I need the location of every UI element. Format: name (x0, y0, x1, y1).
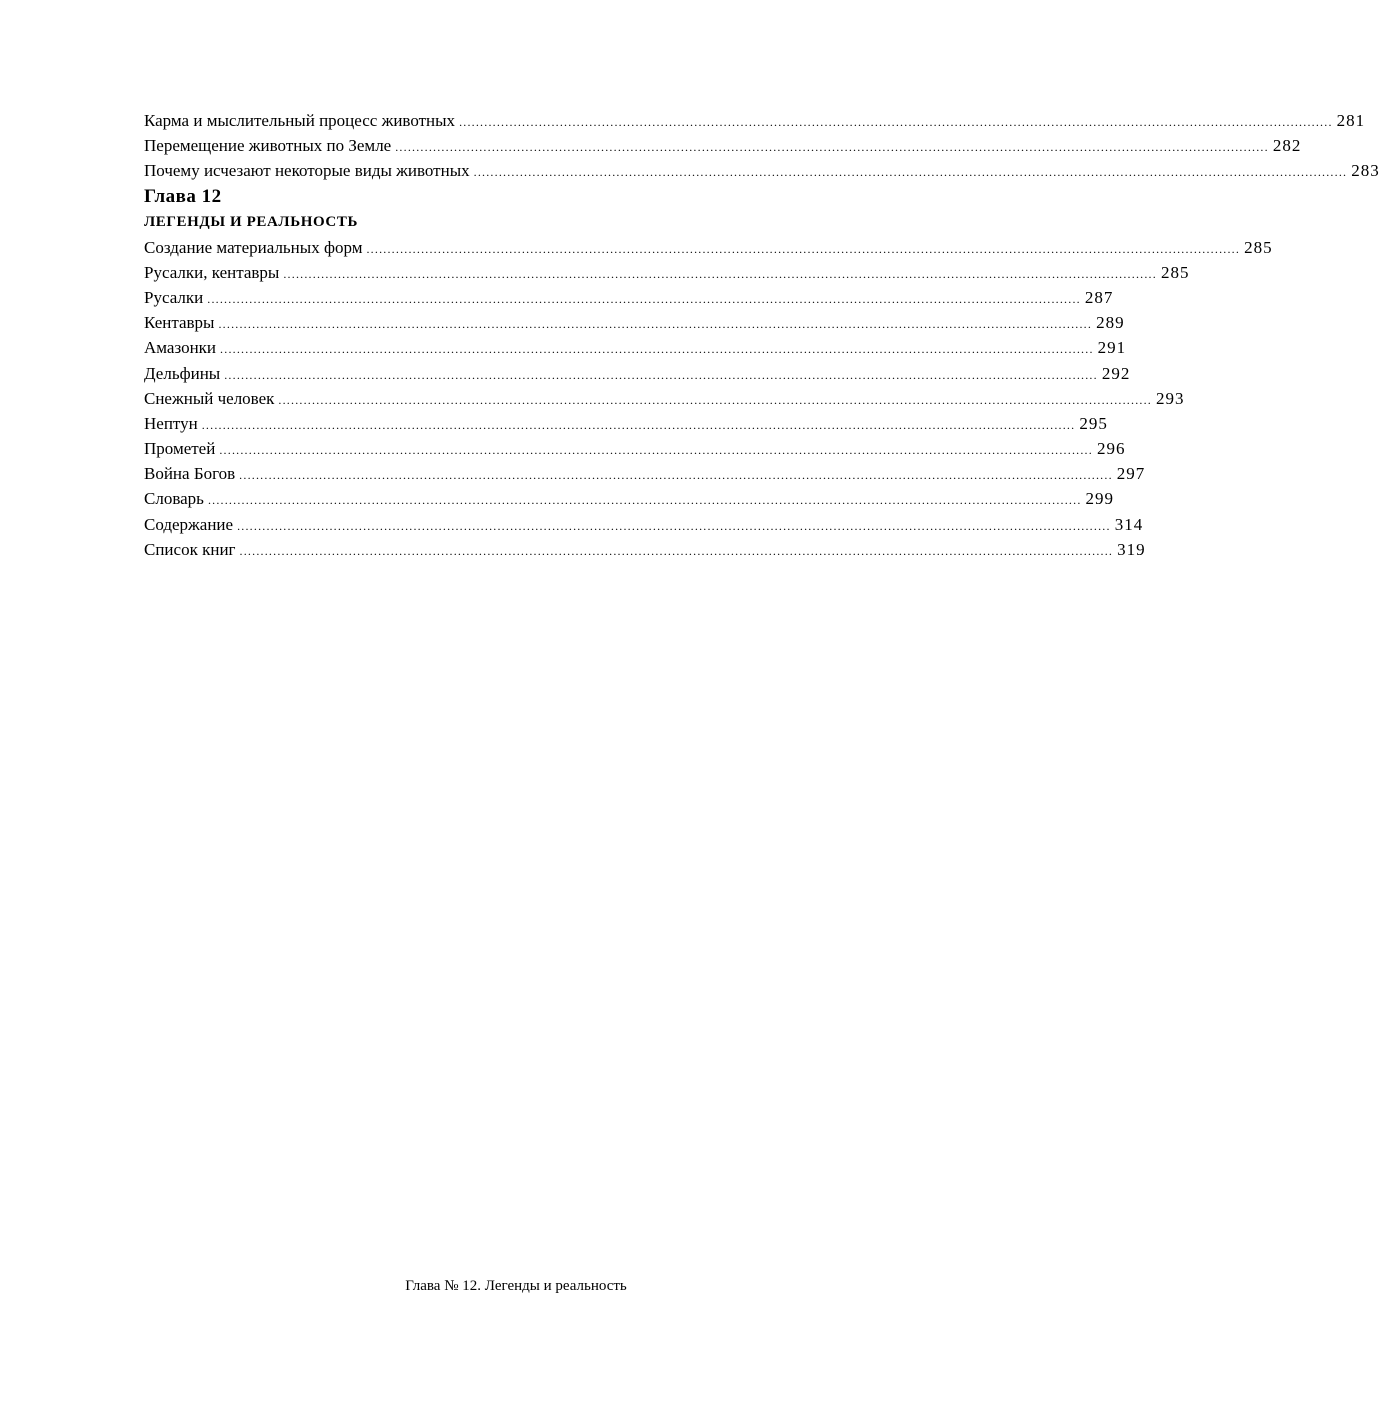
toc-entry[interactable] (144, 108, 1366, 133)
table-of-contents (144, 108, 1380, 562)
toc-entry-title: Карма и мыслительный процесс животных (144, 111, 456, 130)
toc-entry-page: 285 (1244, 237, 1273, 257)
toc-entry[interactable] (144, 133, 1302, 158)
toc-entry-page: 314 (1114, 514, 1144, 534)
toc-entry[interactable] (144, 411, 1108, 436)
page-footer: Глава № 12. Легенды и реальность (405, 1278, 627, 1294)
toc-entry-page: 282 (1272, 136, 1302, 156)
toc-entry-title: Война Богов (144, 464, 236, 484)
toc-leader-dots: ................................................................................................................................................................................................................ (207, 493, 1082, 508)
toc-entry-title: Снежный человек (144, 388, 275, 408)
toc-entry[interactable] (144, 158, 1380, 183)
toc-entry[interactable] (144, 537, 1146, 562)
toc-entry-title: Русалки (144, 287, 204, 307)
toc-entry-title: Создание материальных форм (144, 237, 363, 257)
toc-leader-dots: ................................................................................................................................................................................................................ (395, 140, 1269, 155)
toc-entry-title: Амазонки (144, 338, 217, 358)
toc-entry-page: 299 (1085, 489, 1115, 509)
toc-entry[interactable] (144, 285, 1114, 310)
toc-entry-title: Русалки, кентавры (144, 262, 280, 282)
toc-entry[interactable] (144, 486, 1115, 511)
toc-entry[interactable] (144, 335, 1127, 360)
toc-entry-page: 291 (1097, 338, 1127, 358)
toc-entry[interactable] (144, 386, 1185, 411)
toc-leader-dots: ................................................................................................................................................................................................................ (237, 518, 1111, 533)
toc-entry-page: 295 (1079, 413, 1108, 433)
chapter-subtitle: ЛЕГЕНДЫ И РЕАЛЬНОСТЬ (144, 213, 358, 230)
toc-leader-dots: ................................................................................................................................................................................................................ (278, 392, 1153, 407)
toc-leader-dots: ................................................................................................................................................................................................................ (220, 342, 1094, 357)
toc-entry-page: 285 (1160, 262, 1190, 282)
toc-entry-title: Словарь (144, 489, 204, 509)
toc-entry-page: 293 (1156, 388, 1185, 408)
toc-entry-title: Кентавры (144, 313, 215, 333)
toc-entry[interactable] (144, 436, 1126, 461)
toc-entry[interactable] (144, 260, 1190, 285)
toc-entry[interactable] (144, 361, 1131, 386)
toc-entry-title: Прометей (144, 439, 216, 459)
toc-leader-dots: ................................................................................................................................................................................................................ (219, 443, 1093, 458)
toc-entry-title: Список книг (144, 539, 236, 559)
toc-leader-dots: ................................................................................................................................................................................................................ (239, 468, 1113, 483)
toc-entry-page: 281 (1336, 111, 1366, 130)
chapter-heading: Глава 12 (144, 185, 222, 207)
toc-entry-page: 292 (1101, 363, 1131, 383)
toc-leader-dots: ................................................................................................................................................................................................................ (201, 417, 1076, 432)
toc-leader-dots: ................................................................................................................................................................................................................ (207, 291, 1081, 306)
toc-entry-title: Почему исчезают некоторые виды животных (144, 161, 470, 181)
toc-entry-title: Дельфины (144, 363, 221, 383)
toc-leader-dots: ................................................................................................................................................................................................................ (239, 543, 1114, 558)
toc-leader-dots: ................................................................................................................................................................................................................ (283, 266, 1157, 281)
toc-entry-page: 319 (1117, 539, 1146, 559)
toc-entry-page: 283 (1351, 161, 1380, 181)
toc-entry-title: Содержание (144, 514, 234, 534)
toc-leader-dots: ................................................................................................................................................................................................................ (224, 367, 1098, 382)
toc-entry[interactable] (144, 235, 1273, 260)
toc-entry-page: 289 (1096, 313, 1125, 333)
toc-entry-page: 296 (1096, 439, 1126, 459)
toc-entry[interactable] (144, 310, 1125, 335)
toc-entry[interactable] (144, 512, 1144, 537)
toc-entry-page: 297 (1116, 464, 1146, 484)
toc-entry[interactable] (144, 461, 1146, 486)
toc-leader-dots: ................................................................................................................................................................................................................ (459, 115, 1333, 129)
toc-leader-dots: ................................................................................................................................................................................................................ (473, 165, 1348, 180)
toc-leader-dots: ................................................................................................................................................................................................................ (366, 241, 1241, 256)
toc-entry-title: Нептун (144, 413, 198, 433)
toc-entry-title: Перемещение животных по Земле (144, 136, 392, 156)
toc-entry-page: 287 (1084, 287, 1114, 307)
toc-leader-dots: ................................................................................................................................................................................................................ (218, 317, 1093, 332)
